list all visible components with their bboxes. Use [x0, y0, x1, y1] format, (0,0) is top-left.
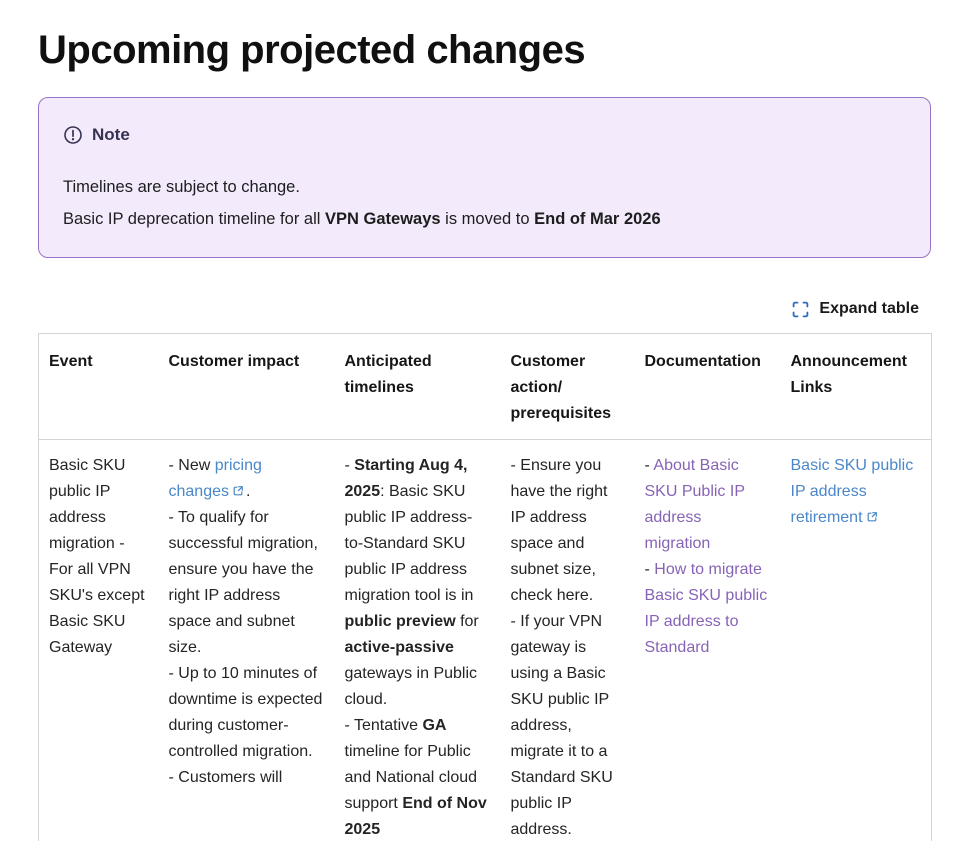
pricing-changes-link[interactable]: pricing changes — [168, 457, 262, 500]
header-announcement-links: Announcement Links — [781, 334, 932, 440]
text-segment: GA — [422, 717, 447, 734]
text-line — [169, 661, 325, 765]
basic-sku-retirement-link[interactable]: Basic SKU public IP address retirement — [790, 457, 914, 526]
text-line — [511, 453, 625, 609]
cell-event — [39, 440, 159, 841]
text-segment: - — [344, 457, 355, 474]
text-line — [49, 453, 149, 661]
table-row — [39, 440, 932, 841]
text-segment: : Basic SKU public IP address-to-Standard SKU public IP address migration tool is in — [344, 483, 474, 604]
text-segment: Basic SKU public IP address migration - For all VPN SKU's except Basic SKU Gateway — [49, 457, 145, 656]
text-line — [63, 174, 906, 200]
text-segment: End of Nov 2025 — [344, 795, 487, 838]
expand-table-label: Expand table — [819, 300, 919, 317]
text-segment: active-passive — [344, 639, 454, 656]
external-link-icon — [866, 511, 878, 523]
note-label: Note — [92, 125, 130, 144]
page-title: Upcoming projected changes — [38, 28, 586, 72]
text-line — [345, 713, 491, 841]
text-segment: . — [246, 483, 251, 500]
note-heading — [63, 125, 906, 145]
header-anticipated-timelines: Anticipated timelines — [335, 334, 501, 440]
table-header-row — [39, 334, 932, 440]
text-segment: is moved to — [440, 210, 535, 228]
text-segment: - To qualify for successful migration, ensure you have the right IP address space and subnet size. — [168, 509, 318, 656]
text-segment: VPN Gateways — [325, 210, 441, 228]
text-segment: - New — [168, 457, 215, 474]
text-segment: gateways in Public cloud. — [344, 665, 478, 708]
text-line — [169, 505, 325, 661]
how-to-migrate-basic-sku-link[interactable]: How to migrate Basic SKU public IP address to Standard — [644, 561, 768, 656]
note-line-2 — [63, 206, 906, 232]
header-customer-action: Customer action/ prerequisites — [501, 334, 635, 440]
text-segment: End of Mar 2026 — [534, 210, 661, 228]
text-line — [63, 206, 906, 232]
cell-announcement-links — [781, 440, 932, 841]
text-line — [345, 453, 491, 713]
cell-anticipated-timelines — [335, 440, 501, 841]
text-segment: timeline for Public and National cloud support — [344, 743, 478, 812]
header-event: Event — [39, 334, 159, 440]
text-line — [645, 557, 771, 661]
about-basic-sku-public-ip-migration-link[interactable]: About Basic SKU Public IP address migration — [644, 457, 745, 552]
external-link-icon — [232, 485, 244, 497]
cell-documentation — [635, 440, 781, 841]
text-line — [791, 453, 922, 531]
text-line — [645, 453, 771, 557]
info-circle-icon — [63, 125, 83, 145]
text-segment: - Tentative — [344, 717, 423, 734]
cell-customer-action — [501, 440, 635, 841]
text-segment: for — [455, 613, 479, 630]
table-toolbar — [38, 298, 931, 320]
text-segment: Starting Aug 4, 2025 — [344, 457, 468, 500]
header-documentation: Documentation — [635, 334, 781, 440]
text-line — [511, 609, 625, 841]
text-segment: public preview — [344, 613, 456, 630]
text-segment: - — [644, 457, 654, 474]
text-line — [169, 765, 325, 791]
expand-table-icon — [792, 301, 809, 318]
header-customer-impact: Customer impact — [159, 334, 335, 440]
content-area — [38, 26, 931, 841]
note-line-1 — [63, 174, 906, 200]
text-segment: - Customers will — [168, 769, 283, 786]
note-callout — [38, 97, 931, 258]
text-segment: - — [644, 561, 655, 578]
text-segment: - Ensure you have the right IP address space and subnet size, check here. — [510, 457, 608, 604]
text-line — [169, 453, 325, 505]
text-segment: Basic IP deprecation timeline for all — [63, 210, 325, 228]
expand-table-button[interactable] — [790, 298, 931, 320]
projected-changes-table — [38, 333, 932, 841]
cell-customer-impact — [159, 440, 335, 841]
text-segment: - If your VPN gateway is using a Basic SKU public IP address, migrate it to a Standard SKU public IP address. — [510, 613, 613, 838]
text-segment: - Up to 10 minutes of downtime is expected during customer-controlled migration. — [168, 665, 323, 760]
text-segment: Timelines are subject to change. — [63, 178, 300, 196]
